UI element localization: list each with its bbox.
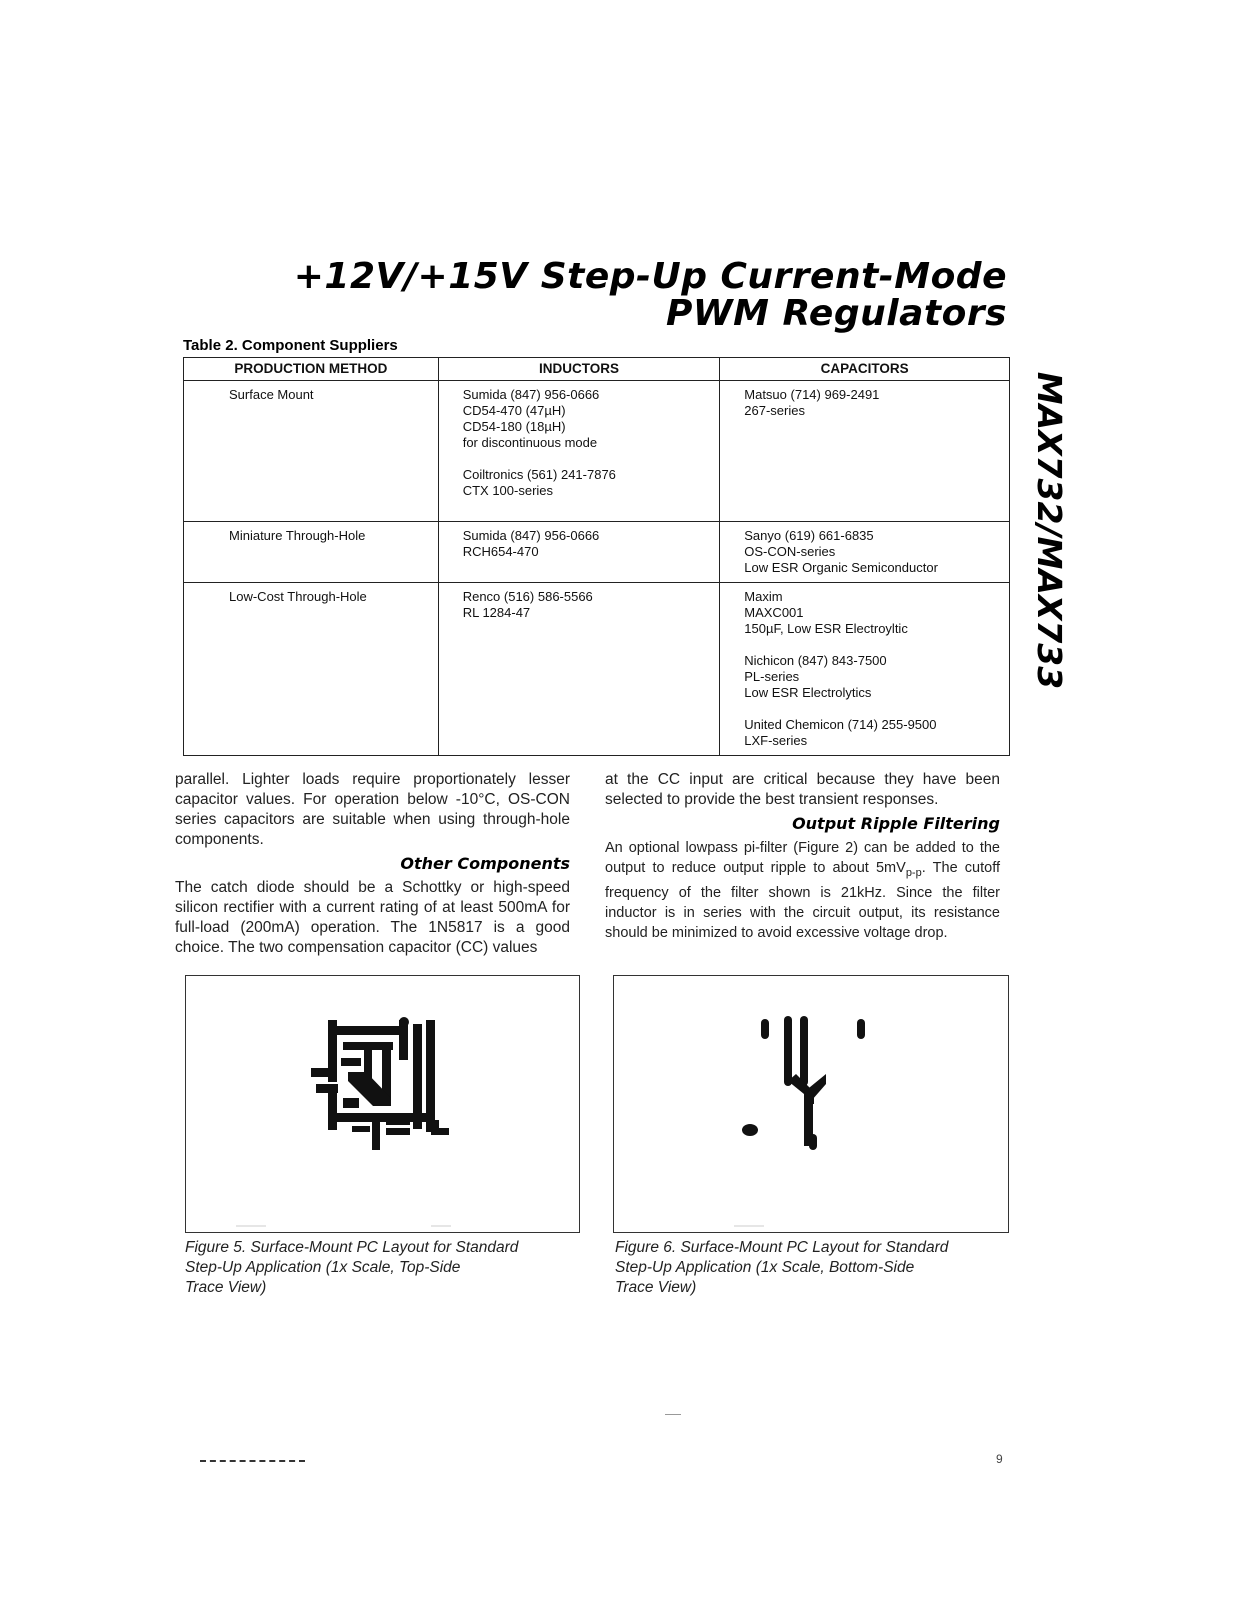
cell-text: Low ESR Electrolytics <box>744 685 872 700</box>
caption-line: Trace View) <box>615 1279 697 1296</box>
cell-text: Maxim <box>744 589 783 604</box>
cell-text: Renco (516) 586-5566 <box>462 589 593 604</box>
page-number: 9 <box>996 1452 1003 1466</box>
table-cell-inductors <box>438 583 720 756</box>
right-text-column <box>605 770 1000 943</box>
footer-mark <box>200 1460 305 1464</box>
cell-text: LXF-series <box>744 733 808 748</box>
body-paragraph <box>605 838 1000 943</box>
cell-text: CD54-180 (18µH) <box>462 419 566 434</box>
cell-text: Coiltronics (561) 241-7876 <box>462 467 616 482</box>
section-heading-other-components: Other Components <box>400 854 570 873</box>
caption-line: Figure 5. Surface-Mount PC Layout for Standard <box>185 1239 519 1256</box>
table-cell-method <box>184 583 439 756</box>
cell-text: CD54-470 (47µH) <box>462 403 566 418</box>
table-cell-capacitors <box>720 583 1010 756</box>
cell-text: Surface Mount <box>229 387 314 402</box>
table-row <box>184 583 1010 756</box>
cell-text: Sumida (847) 956-0666 <box>462 387 600 402</box>
table-header-capacitors: CAPACITORS <box>720 358 1010 381</box>
side-product-title <box>1030 360 1070 700</box>
page-title-line2: PWM Regulators <box>666 293 1007 334</box>
cell-text: RL 1284-47 <box>462 605 531 620</box>
table-header-row <box>184 358 1010 381</box>
cell-text: United Chemicon (714) 255-9500 <box>744 717 937 732</box>
body-text: An optional lowpass pi-filter (Figure 2) can be added to the output to reduce output ripple to about 5mV <box>605 840 1000 876</box>
caption-line: Trace View) <box>185 1279 267 1296</box>
cell-text: 267-series <box>744 403 805 418</box>
component-suppliers-table <box>183 357 1010 756</box>
subscript-text: p-p <box>905 866 922 879</box>
table-row <box>184 381 1010 522</box>
table-header-inductors: INDUCTORS <box>438 358 720 381</box>
body-paragraph: parallel. Lighter loads require proportionately lesser capacitor values. For operation below -10°C, OS-CON series capacitors are suitable when using through-hole components. <box>175 771 570 848</box>
table-row <box>184 522 1010 583</box>
cell-text: Matsuo (714) 969-2491 <box>744 387 880 402</box>
cell-text: CTX 100-series <box>462 483 554 498</box>
figure6-box <box>613 975 1009 1233</box>
section-heading-output-ripple: Output Ripple Filtering <box>792 814 1000 833</box>
table-cell-inductors <box>438 381 720 522</box>
figure5-box <box>185 975 580 1233</box>
left-text-column <box>175 770 570 958</box>
body-paragraph: at the CC input are critical because they have been selected to provide the best transient responses. <box>605 771 1000 808</box>
table-caption: Table 2. Component Suppliers <box>183 337 398 354</box>
cell-gap <box>463 451 712 467</box>
cell-text: Sanyo (619) 661-6835 <box>744 528 874 543</box>
cell-gap <box>744 637 1001 653</box>
cell-text: Nichicon (847) 843-7500 <box>744 653 887 668</box>
cell-gap <box>744 701 1001 717</box>
body-paragraph: The catch diode should be a Schottky or high-speed silicon rectifier with a current rating of at least 500mA for full-load (200mA) operation. The 1N5817 is a good choice. The two compensation capacitor (CC) values <box>175 879 570 956</box>
cell-text: OS-CON-series <box>744 544 836 559</box>
table-header-production-method: PRODUCTION METHOD <box>184 358 439 381</box>
cell-text: Miniature Through-Hole <box>229 528 366 543</box>
caption-line: Figure 6. Surface-Mount PC Layout for Standard <box>615 1239 949 1256</box>
cell-text: MAXC001 <box>744 605 804 620</box>
cell-text: 150µF, Low ESR Electroyltic <box>744 621 908 636</box>
table-cell-capacitors <box>720 522 1010 583</box>
page-title-line1: +12V/+15V Step-Up Current-Mode <box>293 256 1007 297</box>
side-product-title-text: MAX732/MAX733 <box>1030 371 1070 689</box>
pcb-bottom-trace-icon <box>614 976 1008 1232</box>
caption-line: Step-Up Application (1x Scale, Top-Side <box>185 1259 461 1276</box>
footer-divider <box>665 1414 681 1415</box>
figure5-caption <box>185 1238 518 1298</box>
cell-text: for discontinuous mode <box>462 435 598 450</box>
body-text: . The cutoff frequency of the filter shown is 21kHz. Since the filter inductor is in series with the circuit output, its resistance should be minimized to avoid excessive voltage drop. <box>605 860 1000 941</box>
table-cell-method <box>184 381 439 522</box>
table-cell-capacitors <box>720 381 1010 522</box>
table-cell-inductors <box>438 522 720 583</box>
cell-text: PL-series <box>744 669 800 684</box>
cell-text: Low-Cost Through-Hole <box>229 589 367 604</box>
caption-line: Step-Up Application (1x Scale, Bottom-Side <box>615 1259 915 1276</box>
cell-text: RCH654-470 <box>462 544 539 559</box>
cell-text: Low ESR Organic Semiconductor <box>744 560 938 575</box>
figure6-caption <box>615 1238 948 1298</box>
pcb-top-trace-icon <box>186 976 579 1232</box>
cell-text: Sumida (847) 956-0666 <box>462 528 600 543</box>
table-cell-method <box>184 522 439 583</box>
